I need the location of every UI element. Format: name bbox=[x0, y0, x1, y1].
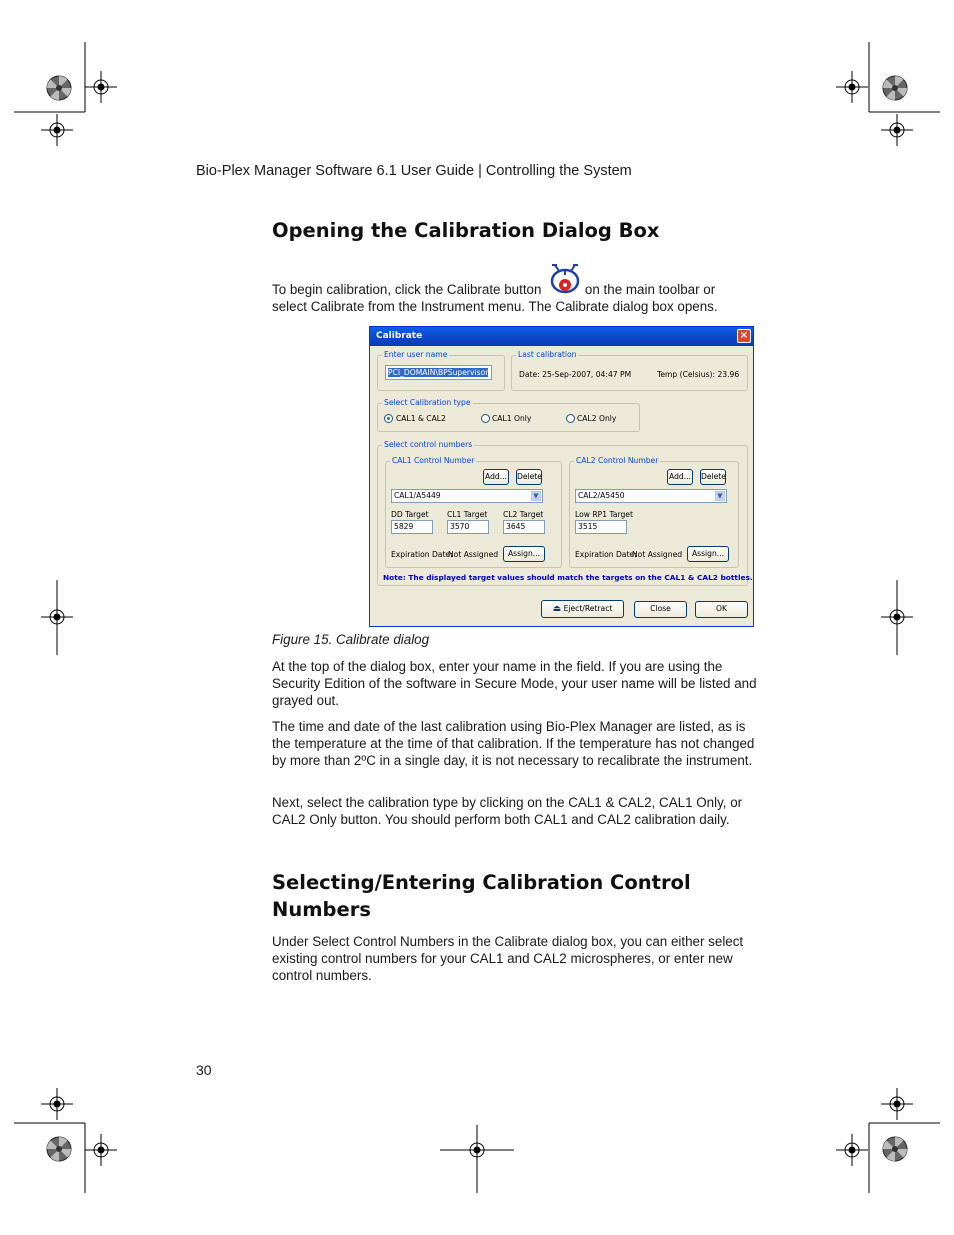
cal2-add-button[interactable]: Add... bbox=[667, 469, 693, 485]
cal2-assign-button[interactable]: Assign... bbox=[687, 546, 729, 562]
cal1-expiration-label: Expiration Date: bbox=[391, 550, 453, 559]
cal2-low-rp1-target-label: Low RP1 Target bbox=[575, 510, 633, 519]
intro-paragraph bbox=[272, 280, 760, 315]
user-name-input[interactable]: PCI_DOMAIN\BPSupervisor bbox=[385, 365, 492, 380]
cal2-expiration-label: Expiration Date: bbox=[575, 550, 637, 559]
dialog-title: Calibrate bbox=[376, 331, 423, 341]
intro-text-line2: select Calibrate from the Instrument menu. The Calibrate dialog box opens. bbox=[272, 299, 718, 314]
intro-text-start: To begin calibration, click the Calibrate button bbox=[272, 282, 542, 297]
body-paragraph-3: Next, select the calibration type by clicking on the CAL1 & CAL2, CAL1 Only, or CAL2 Only button. You should perform both CAL1 and CAL2 calibration daily. bbox=[272, 795, 743, 827]
intro-text-end: on the main toolbar or bbox=[584, 282, 716, 297]
calibrate-icon bbox=[545, 280, 581, 294]
calibration-type-legend: Select Calibration type bbox=[384, 398, 471, 407]
calibrate-dialog bbox=[369, 326, 754, 627]
cal1-cl1-target-label: CL1 Target bbox=[447, 510, 488, 519]
eject-retract-button[interactable]: ⏏ Eject/Retract bbox=[541, 600, 624, 618]
cal2-expiration-value: Not Assigned bbox=[632, 550, 683, 559]
control-numbers-legend: Select control numbers bbox=[384, 440, 473, 449]
target-values-note: Note: The displayed target values should match the targets on the CAL1 & CAL2 bottles. bbox=[383, 573, 753, 582]
dialog-titlebar[interactable] bbox=[370, 327, 753, 346]
dialog-close-icon[interactable]: × bbox=[737, 329, 751, 343]
body-paragraph-1: At the top of the dialog box, enter your name in the field. If you are using the Security Edition of the software in Secure Mode, your user name will be listed and grayed out. bbox=[272, 659, 757, 708]
figure-caption: Figure 15. Calibrate dialog bbox=[272, 632, 430, 647]
ok-button[interactable]: OK bbox=[695, 601, 748, 618]
user-name-legend: Enter user name bbox=[384, 350, 448, 359]
cal1-expiration-value: Not Assigned bbox=[448, 550, 499, 559]
last-calibration-group bbox=[511, 350, 748, 391]
cal1-cl1-target-input[interactable]: 3570 bbox=[447, 520, 489, 534]
cal1-delete-button[interactable]: Delete bbox=[516, 469, 542, 485]
user-name-group bbox=[377, 350, 505, 391]
cal2-control-legend: CAL2 Control Number bbox=[576, 456, 659, 465]
calibration-type-group bbox=[377, 398, 640, 432]
cal1-add-button[interactable]: Add... bbox=[483, 469, 509, 485]
cal2-control-group bbox=[569, 456, 739, 568]
radio-cal1-only[interactable] bbox=[481, 414, 490, 423]
cal1-control-legend: CAL1 Control Number bbox=[392, 456, 475, 465]
radio-cal1-cal2-label[interactable]: CAL1 & CAL2 bbox=[396, 414, 446, 423]
eject-icon: ⏏ bbox=[552, 604, 562, 614]
cal1-assign-button[interactable]: Assign... bbox=[503, 546, 545, 562]
body-paragraph-4: Under Select Control Numbers in the Calibrate dialog box, you can either select existing control numbers for your CAL1 and CAL2 microspheres, or enter new control numbers. bbox=[272, 934, 744, 983]
cal1-control-select[interactable]: CAL1/A5449 ▼ bbox=[391, 489, 543, 503]
cal2-low-rp1-target-input[interactable]: 3515 bbox=[575, 520, 627, 534]
cal1-dd-target-input[interactable]: 5829 bbox=[391, 520, 433, 534]
cal1-dd-target-label: DD Target bbox=[391, 510, 429, 519]
radio-cal2-only-label[interactable]: CAL2 Only bbox=[577, 414, 617, 423]
cal1-cl2-target-input[interactable]: 3645 bbox=[503, 520, 545, 534]
cal1-control-group bbox=[385, 456, 562, 568]
control-numbers-group bbox=[377, 440, 753, 586]
last-calibration-legend: Last calibration bbox=[518, 350, 577, 359]
radio-cal2-only[interactable] bbox=[566, 414, 575, 423]
cal1-cl2-target-label: CL2 Target bbox=[503, 510, 544, 519]
last-calibration-date: Date: 25-Sep-2007, 04:47 PM bbox=[519, 370, 632, 379]
cal2-control-select[interactable]: CAL2/A5450 ▼ bbox=[575, 489, 727, 503]
radio-cal1-only-label[interactable]: CAL1 Only bbox=[492, 414, 532, 423]
running-header: Bio-Plex Manager Software 6.1 User Guide | Controlling the System bbox=[196, 163, 632, 179]
last-calibration-temp: Temp (Celsius): 23.96 bbox=[657, 370, 740, 379]
radio-cal1-cal2[interactable] bbox=[384, 414, 393, 423]
page-number: 30 bbox=[196, 1062, 212, 1078]
section-title-opening-calibration: Opening the Calibration Dialog Box bbox=[272, 219, 660, 242]
close-button[interactable]: Close bbox=[634, 601, 687, 618]
section-title-selecting-control-numbers: Selecting/Entering Calibration Control Numbers bbox=[272, 871, 691, 921]
body-paragraph-2: The time and date of the last calibration using Bio-Plex Manager are listed, as is the temperature at the time of that calibration. If the temperature has not changed by more than 2ºC in a single day, it is not necessary to recalibrate the instrument. bbox=[272, 719, 755, 768]
cal2-delete-button[interactable]: Delete bbox=[700, 469, 726, 485]
